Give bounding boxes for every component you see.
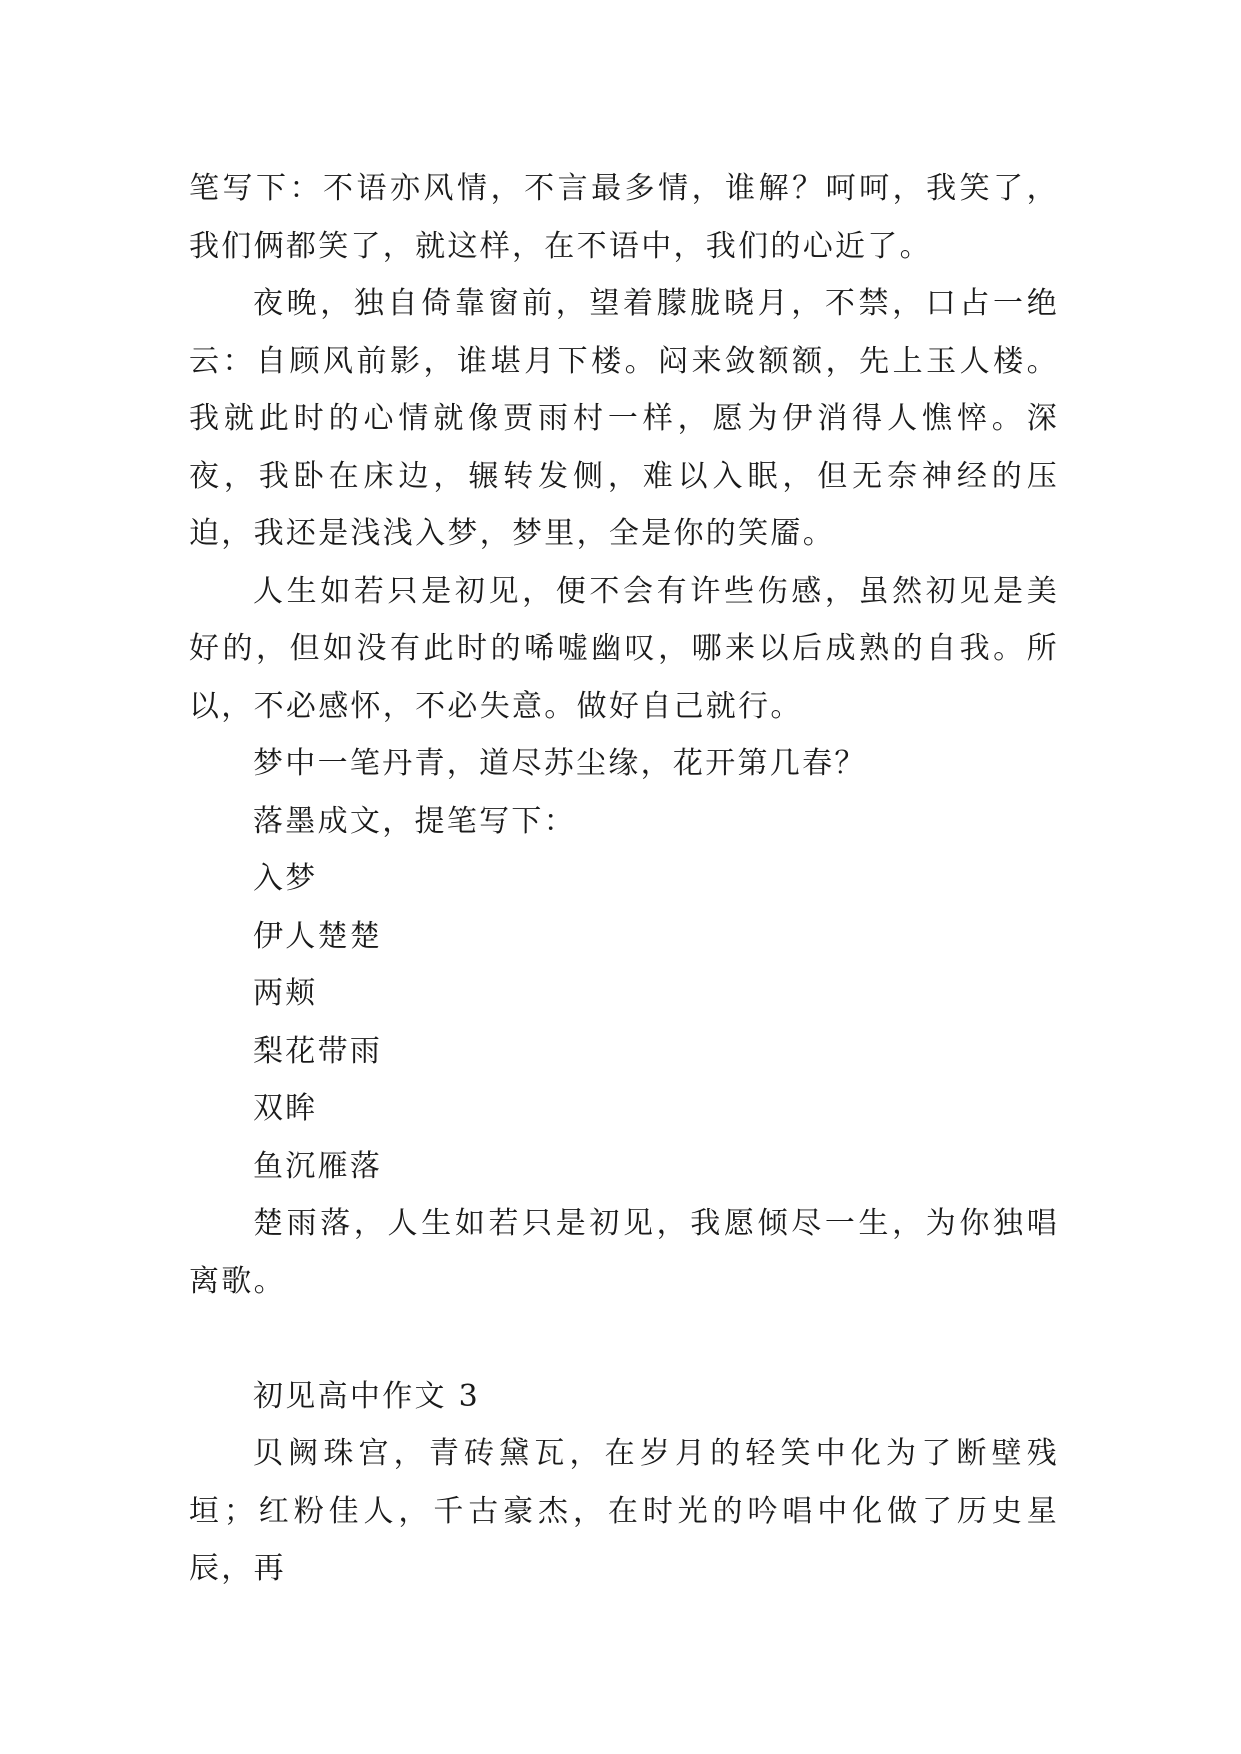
poem-line: 两颊 xyxy=(253,976,318,1011)
poem-line: 入梦 xyxy=(253,861,318,896)
document-body xyxy=(189,160,1059,1598)
paragraph: 夜晚，独自倚靠窗前，望着朦胧晓月，不禁，口占一绝云：自顾风前影，谁堪月下楼。闷来敛额额，先上玉人楼。我就此时的心情就像贾雨村一样，愿为伊消得人憔悴。深夜，我卧在床边，辗转发侧，难以入眠，但无奈神经的压迫，我还是浅浅入梦，梦里，全是你的笑靥。 xyxy=(189,286,1059,551)
paragraph: 贝阙珠宫，青砖黛瓦，在岁月的轻笑中化为了断壁残垣；红粉佳人，千古豪杰，在时光的吟唱中化做了历史星辰，再 xyxy=(189,1436,1059,1586)
poem-line: 双眸 xyxy=(253,1091,318,1126)
poem-line: 鱼沉雁落 xyxy=(253,1148,383,1184)
poem-line: 伊人楚楚 xyxy=(253,918,383,954)
paragraph: 人生如若只是初见，便不会有许些伤感，虽然初见是美好的，但如没有此时的唏嘘幽叹，哪来以后成熟的自我。所以，不必感怀，不必失意。做好自己就行。 xyxy=(189,573,1059,724)
paragraph: 落墨成文，提笔写下： xyxy=(253,803,576,839)
paragraph: 梦中一笔丹青，道尽苏尘缘，花开第几春？ xyxy=(253,746,867,781)
blank-line xyxy=(189,1310,1059,1368)
lead-paragraph: 笔写下：不语亦风情，不言最多情，谁解？呵呵，我笑了，我们俩都笑了，就这样，在不语中，我们的心近了。 xyxy=(189,171,1059,264)
paragraph: 楚雨落，人生如若只是初见，我愿倾尽一生，为你独唱离歌。 xyxy=(189,1206,1059,1299)
section-title: 初见高中作文 3 xyxy=(253,1378,481,1414)
poem-line: 梨花带雨 xyxy=(253,1033,383,1069)
